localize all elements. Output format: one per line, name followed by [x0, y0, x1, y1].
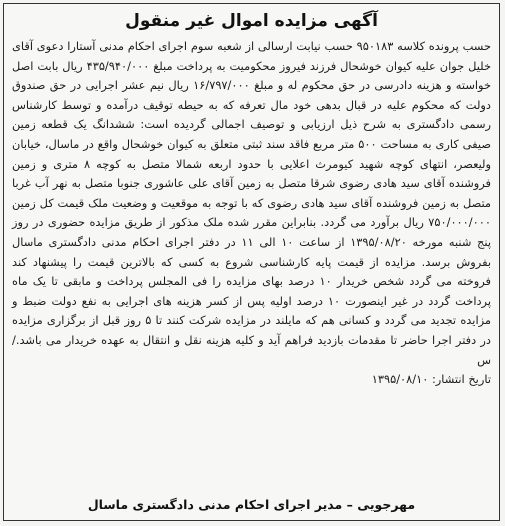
auction-notice: [3, 3, 500, 521]
notice-body-text: حسب پرونده کلاسه ۹۵۰۱۸۳ حسب نیابت ارسالی از شعبه سوم اجرای احکام مدنی آستارا دعوی آقای خلیل جوان علیه کیوان خوشحال فرزند فیروز محکومیت به پرداخت مبلغ ۴۳۵/۹۴۰/۰۰۰ ریال بابت اصل خواسته و هزینه دادرسی در حق محکوم له و مبلغ ۱۶/۷۹۷/۰۰۰ ریال نیم عشر اجرایی در حق صندوق دولت که محکوم علیه در قبال بدهی خود مال تعرفه که به حیطه توقیف درآمده و توسط کارشناس رسمی دادگستری به شرح ذیل ارزیابی و توصیف اجمالی گردیده است: ششدانگ یک قطعه زمین صیفی کاری به مساحت ۵۰۰ متر مربع فاقد سند ثبتی متعلق به کیوان خوشحال واقع در ماسال، خیابان ولیعصر، انتهای کوچه شهید کیومرث اعلایی با حدود اربعه شمالا متصل به کوچه ۸ متری و زمین فروشنده آقای سید هادی رضوی شرقا متصل به زمین آقای علی عاشوری جنوبا متصل به نهر آب غربا متصل به زمین فروشنده آقای سید هادی رضوی که با توجه به موقعیت و وضعیت ملک قیمت کل زمین ۷۵۰/۰۰۰/۰۰۰ ریال برآورد می گردد. بنابراین مقرر شده ملک مذکور از طریق مزایده حضوری در روز پنج شنبه مورخه ۱۳۹۵/۰۸/۲۰ از ساعت ۱۰ الی ۱۱ در دفتر اجرای احکام مدنی دادگستری ماسال بفروش برسد. مزایده از قیمت پایه کارشناسی شروع به کسی که بالاترین قیمت را پیشنهاد کند فروخته می گردد شخص خریدار ۱۰ درصد بهای مزایده را فی المجلس پرداخت و مابقی تا یک ماه پرداخت گردد در غیر اینصورت ۱۰ درصد اولیه پس از کسر هزینه های اجرایی به نفع دولت ضبط و مزایده تجدید می گردد و کسانی هم که مایلند در مزایده شرکت کنند تا ۵ روز قبل از برگزاری مزایده در دفتر اجرا حاضر تا مقدمات بازدید فراهم آید و کلیه هزینه نقل و انتقال به عهده خریدار می باشد./س: [12, 39, 492, 367]
notice-title: آگهی مزایده اموال غیر منقول: [125, 11, 378, 31]
publish-date: تاریخ انتشار: ۱۳۹۵/۰۸/۱۰: [371, 372, 491, 387]
notice-signature: مهرجویی – مدیر اجرای احکام مدنی دادگستری ماسال: [87, 497, 416, 512]
notice-body: [12, 37, 491, 390]
